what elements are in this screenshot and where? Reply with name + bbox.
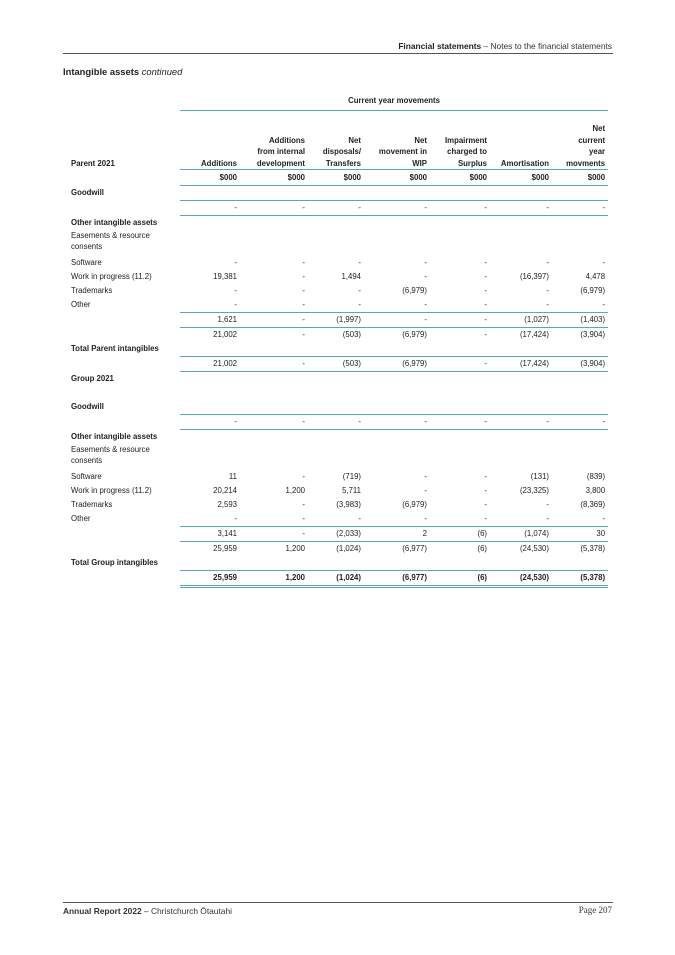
- value-cell: (24,530): [490, 571, 552, 587]
- unit-cell: $000: [430, 170, 490, 186]
- value-cell: [430, 556, 490, 571]
- value-cell: -: [240, 415, 308, 430]
- row-label: [68, 313, 180, 328]
- value-cell: [180, 400, 240, 415]
- value-cell: -: [430, 201, 490, 216]
- value-cell: -: [602, 300, 606, 309]
- column-header-internal: Additions from internal development: [256, 135, 305, 168]
- column-header-wip: Net movement in WIP: [378, 135, 427, 168]
- value-cell: 3,800: [585, 486, 606, 495]
- table-body: [68, 170, 608, 587]
- value-cell: -: [308, 201, 364, 216]
- value-cell: 1,494: [341, 272, 361, 281]
- value-cell: -: [302, 514, 305, 523]
- row-label: Other: [71, 300, 91, 310]
- value-cell: 21,002: [180, 357, 240, 372]
- value-cell: -: [358, 514, 361, 523]
- value-cell: (1,074): [490, 527, 552, 542]
- value-cell: -: [546, 258, 549, 267]
- value-cell: -: [234, 286, 237, 295]
- value-cell: (131): [530, 472, 549, 481]
- value-cell: -: [240, 201, 308, 216]
- value-cell: 2: [364, 527, 430, 542]
- value-cell: 25,959: [180, 542, 240, 557]
- value-cell: -: [430, 357, 490, 372]
- spacer-row: [68, 386, 608, 400]
- value-cell: (6): [430, 571, 490, 587]
- grand-total-row: [68, 571, 608, 587]
- value-cell: [180, 186, 240, 201]
- value-cell: -: [424, 272, 427, 281]
- group-heading-row: [68, 372, 608, 387]
- table-row: [68, 256, 608, 270]
- value-cell: [308, 556, 364, 571]
- value-cell: -: [180, 201, 240, 216]
- value-cell: 3,141: [180, 527, 240, 542]
- value-cell: [308, 230, 364, 256]
- value-cell: 1,200: [240, 542, 308, 557]
- value-cell: -: [240, 313, 308, 328]
- value-cell: -: [484, 258, 487, 267]
- value-cell: (16,397): [519, 272, 549, 281]
- value-cell: [240, 556, 308, 571]
- value-cell: [364, 400, 430, 415]
- goodwill-row: [68, 415, 608, 430]
- page-header: [398, 41, 612, 51]
- value-cell: 1,200: [285, 486, 305, 495]
- value-cell: (1,997): [308, 313, 364, 328]
- unit-cell: $000: [552, 170, 608, 186]
- value-cell: [240, 216, 308, 231]
- value-cell: 5,711: [342, 486, 361, 495]
- value-cell: [364, 230, 430, 256]
- value-cell: -: [424, 300, 427, 309]
- row-label: Trademarks: [71, 500, 113, 509]
- intangible-assets-table: [68, 92, 608, 588]
- value-cell: (5,378): [552, 571, 608, 587]
- table-row: [68, 498, 608, 512]
- value-cell: -: [602, 258, 606, 267]
- row-label: [68, 357, 180, 372]
- value-cell: [364, 216, 430, 231]
- value-cell: [430, 342, 490, 357]
- value-cell: -: [546, 300, 549, 309]
- value-cell: -: [546, 286, 549, 295]
- value-cell: (1,027): [490, 313, 552, 328]
- value-cell: [490, 386, 552, 400]
- value-cell: [240, 372, 308, 387]
- value-cell: [490, 372, 552, 387]
- value-cell: [364, 430, 430, 445]
- value-cell: [308, 216, 364, 231]
- value-cell: (3,904): [552, 357, 608, 372]
- value-cell: [552, 216, 608, 231]
- goodwill-heading-row: [68, 400, 608, 415]
- value-cell: [430, 230, 490, 256]
- value-cell: 4,478: [585, 272, 606, 281]
- value-cell: -: [484, 472, 487, 481]
- value-cell: -: [490, 201, 552, 216]
- value-cell: (839): [586, 472, 606, 481]
- value-cell: [180, 386, 240, 400]
- value-cell: [490, 556, 552, 571]
- value-cell: -: [358, 300, 361, 309]
- value-cell: [308, 386, 364, 400]
- value-cell: (6,979): [580, 286, 606, 295]
- value-cell: -: [302, 500, 305, 509]
- value-cell: -: [240, 357, 308, 372]
- section-title-main: Intangible assets: [63, 66, 140, 77]
- section-title: [63, 66, 182, 77]
- value-cell: [180, 216, 240, 231]
- table-row: [68, 230, 608, 256]
- value-cell: [364, 386, 430, 400]
- value-cell: -: [484, 286, 487, 295]
- row-label: [68, 542, 180, 557]
- value-cell: [552, 186, 608, 201]
- row-label: Goodwill: [71, 402, 104, 412]
- value-cell: -: [424, 258, 427, 267]
- subtotal-row: [68, 527, 608, 542]
- value-cell: [308, 342, 364, 357]
- units-label-cell: [68, 170, 180, 186]
- value-cell: -: [424, 486, 427, 495]
- value-cell: -: [546, 514, 549, 523]
- unit-cell: $000: [240, 170, 308, 186]
- value-cell: [552, 372, 608, 387]
- value-cell: -: [240, 328, 308, 343]
- value-cell: (8,369): [580, 500, 606, 509]
- header-separator: –: [481, 41, 491, 51]
- value-cell: (17,424): [490, 357, 552, 372]
- row-label: Other intangible assets: [71, 217, 158, 227]
- blank-header-cell: [68, 92, 180, 111]
- row-label: Goodwill: [71, 188, 104, 197]
- value-cell: (719): [342, 472, 361, 481]
- value-cell: -: [552, 201, 608, 216]
- value-cell: [240, 400, 308, 415]
- value-cell: -: [484, 272, 487, 281]
- unit-cell: $000: [180, 170, 240, 186]
- value-cell: -: [552, 415, 608, 430]
- value-cell: 1,200: [240, 571, 308, 587]
- value-cell: (1,024): [308, 571, 364, 587]
- value-cell: [364, 444, 430, 470]
- value-cell: -: [546, 500, 549, 509]
- value-cell: -: [234, 514, 237, 523]
- value-cell: 25,959: [180, 571, 240, 587]
- row-label: Other intangible assets: [71, 431, 158, 441]
- value-cell: [240, 230, 308, 256]
- value-cell: [364, 556, 430, 571]
- column-header-net: Net current year movments: [566, 124, 606, 168]
- column-header-disposals: Net disposals/ Transfers: [322, 135, 361, 168]
- value-cell: [180, 556, 240, 571]
- column-header-label: Parent 2021: [71, 159, 115, 168]
- row-label: [68, 386, 180, 400]
- value-cell: -: [240, 527, 308, 542]
- value-cell: [180, 372, 240, 387]
- value-cell: -: [364, 201, 430, 216]
- value-cell: [490, 230, 552, 256]
- section-title-suffix: continued: [141, 66, 183, 77]
- table-row: [68, 512, 608, 527]
- value-cell: [308, 444, 364, 470]
- value-cell: [552, 386, 608, 400]
- value-cell: -: [364, 415, 430, 430]
- value-cell: [240, 186, 308, 201]
- value-cell: -: [302, 286, 305, 295]
- row-label: Easements & resource consents: [71, 445, 150, 465]
- value-cell: -: [358, 286, 361, 295]
- value-cell: -: [308, 415, 364, 430]
- value-cell: -: [490, 415, 552, 430]
- value-cell: -: [364, 313, 430, 328]
- value-cell: -: [424, 472, 427, 481]
- value-cell: [240, 386, 308, 400]
- table-row: [68, 284, 608, 298]
- row-label: [68, 527, 180, 542]
- value-cell: (2,033): [308, 527, 364, 542]
- value-cell: [430, 186, 490, 201]
- other-intangibles-heading-row: [68, 430, 608, 445]
- value-cell: [552, 230, 608, 256]
- footer-divider: [63, 902, 613, 903]
- value-cell: [308, 186, 364, 201]
- row-label: Other: [71, 514, 91, 524]
- value-cell: [364, 186, 430, 201]
- value-cell: (6,979): [364, 328, 430, 343]
- value-cell: [180, 230, 240, 256]
- table-row: [68, 484, 608, 498]
- value-cell: [430, 216, 490, 231]
- header-divider: [63, 53, 613, 54]
- value-cell: [430, 444, 490, 470]
- page-number: Page 207: [578, 905, 612, 915]
- table-row: [68, 470, 608, 484]
- value-cell: [180, 430, 240, 445]
- value-cell: -: [180, 415, 240, 430]
- value-cell: -: [484, 514, 487, 523]
- footer-title: [63, 906, 232, 916]
- value-cell: [430, 372, 490, 387]
- value-cell: [490, 430, 552, 445]
- value-cell: -: [302, 472, 305, 481]
- table-row: [68, 444, 608, 470]
- value-cell: -: [302, 300, 305, 309]
- value-cell: [308, 430, 364, 445]
- value-cell: (5,378): [552, 542, 608, 557]
- grand-total-label-row: [68, 556, 608, 571]
- value-cell: [490, 216, 552, 231]
- column-header-additions: Additions: [201, 158, 237, 168]
- value-cell: (6,979): [364, 357, 430, 372]
- value-cell: -: [484, 486, 487, 495]
- value-cell: [364, 342, 430, 357]
- value-cell: [180, 342, 240, 357]
- value-cell: 1,621: [180, 313, 240, 328]
- value-cell: (6,977): [364, 542, 430, 557]
- value-cell: [430, 400, 490, 415]
- row-label: [68, 201, 180, 216]
- table-row: [68, 270, 608, 284]
- value-cell: 20,214: [213, 486, 237, 495]
- value-cell: [552, 342, 608, 357]
- value-cell: 19,381: [213, 272, 237, 281]
- row-label: Total Group intangibles: [71, 558, 158, 568]
- value-cell: [240, 444, 308, 470]
- value-cell: (503): [308, 357, 364, 372]
- value-cell: -: [424, 514, 427, 523]
- goodwill-heading-row: [68, 186, 608, 201]
- value-cell: -: [484, 500, 487, 509]
- grand-total-row: [68, 357, 608, 372]
- value-cell: (503): [308, 328, 364, 343]
- value-cell: [552, 400, 608, 415]
- unit-cell: $000: [364, 170, 430, 186]
- grand-total-label-row: [68, 342, 608, 357]
- value-cell: [552, 444, 608, 470]
- row-label: [68, 571, 180, 587]
- header-section: Financial statements: [398, 41, 482, 51]
- row-label: Software: [71, 258, 102, 267]
- value-cell: [552, 430, 608, 445]
- row-label: Work in progress (11.2): [71, 272, 152, 281]
- value-cell: 2,593: [217, 500, 237, 509]
- value-cell: (3,904): [552, 328, 608, 343]
- row-label: [68, 328, 180, 343]
- footer-separator: –: [141, 906, 151, 916]
- value-cell: (24,530): [490, 542, 552, 557]
- value-cell: [430, 430, 490, 445]
- column-header-impairment: Impairment charged to Surplus: [444, 135, 487, 168]
- value-cell: (6,979): [402, 286, 427, 295]
- other-intangibles-heading-row: [68, 216, 608, 231]
- row-label: Group 2021: [71, 373, 114, 383]
- value-cell: -: [430, 415, 490, 430]
- goodwill-row: [68, 201, 608, 216]
- value-cell: [552, 556, 608, 571]
- value-cell: [490, 342, 552, 357]
- value-cell: (6): [430, 542, 490, 557]
- row-label: Total Parent intangibles: [71, 344, 159, 354]
- value-cell: 21,002: [180, 328, 240, 343]
- value-cell: [240, 430, 308, 445]
- table-row: [68, 298, 608, 313]
- value-cell: [240, 342, 308, 357]
- value-cell: [430, 386, 490, 400]
- value-cell: -: [430, 313, 490, 328]
- value-cell: [490, 444, 552, 470]
- row-label: Work in progress (11.2): [71, 486, 152, 495]
- unit-cell: $000: [308, 170, 364, 186]
- value-cell: 30: [552, 527, 608, 542]
- value-cell: [308, 400, 364, 415]
- value-cell: [490, 186, 552, 201]
- value-cell: [180, 444, 240, 470]
- value-cell: (17,424): [490, 328, 552, 343]
- value-cell: -: [234, 258, 237, 267]
- row-label: Software: [71, 472, 102, 481]
- value-cell: (1,403): [552, 313, 608, 328]
- value-cell: -: [234, 300, 237, 309]
- value-cell: -: [302, 258, 305, 267]
- value-cell: (6,979): [402, 500, 427, 509]
- value-cell: [490, 400, 552, 415]
- units-row: [68, 170, 608, 186]
- row-label: Trademarks: [71, 286, 113, 295]
- value-cell: (3,983): [336, 500, 361, 509]
- value-cell: -: [484, 300, 487, 309]
- footer-org: Christchurch Ōtautahi: [150, 906, 232, 916]
- subtotal-row: [68, 313, 608, 328]
- total-row: [68, 328, 608, 343]
- value-cell: (23,325): [519, 486, 549, 495]
- value-cell: -: [602, 514, 606, 523]
- footer-report: Annual Report 2022: [63, 906, 142, 916]
- row-label: [68, 415, 180, 430]
- total-row: [68, 542, 608, 557]
- value-cell: 11: [228, 472, 237, 481]
- current-year-movements-header: Current year movements: [180, 92, 608, 111]
- value-cell: (6): [430, 527, 490, 542]
- row-label: Easements & resource consents: [71, 231, 150, 251]
- value-cell: (1,024): [308, 542, 364, 557]
- value-cell: (6,977): [364, 571, 430, 587]
- header-subsection: Notes to the financial statements: [490, 41, 612, 51]
- value-cell: [308, 372, 364, 387]
- value-cell: -: [430, 328, 490, 343]
- value-cell: [364, 372, 430, 387]
- unit-cell: $000: [490, 170, 552, 186]
- value-cell: -: [302, 272, 305, 281]
- column-header-amortisation: Amortisation: [500, 158, 549, 168]
- value-cell: -: [358, 258, 361, 267]
